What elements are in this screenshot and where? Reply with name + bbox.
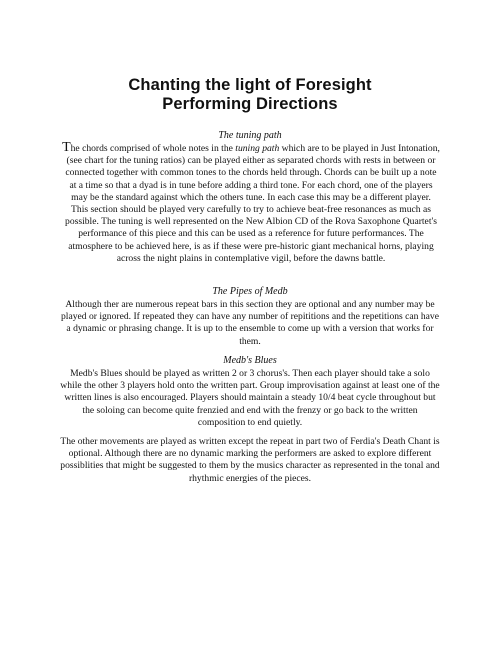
closing-paragraph: The other movements are played as written except the repeat in part two of Ferdia's Death Chant is optional. Although there are no dynamic marking the performers are asked to explore different possiblities that might be suggested to them by the musics character as represented in the tonal and rhythmic energies of the pieces. (60, 436, 440, 484)
section-body-medbs-blues: Medb's Blues should be played as written 2 or 3 chorus's. Then each player should take a solo while the other 3 players hold onto the written part. Group improvisation against at least one of the written lines is also encouraged. Players should maintain a steady 10/4 beat cycle throughout but the soloing can become quite frenzied and end with the frenzy or go back to the written composition to end quietly. (60, 368, 440, 428)
section-heading-pipes-of-medb: The Pipes of Medb (212, 286, 288, 297)
section-heading-medbs-blues: Medb's Blues (223, 355, 277, 366)
section-body-pipes-of-medb: Although ther are numerous repeat bars in this section they are optional and any number may be played or ignored. If repeated they can have any number of repititions and the repetitions can have a dynamic or phrasing change. It is up to the ensemble to come up with a version that works for them. (60, 299, 439, 347)
tuning-body-emphasis: tuning path (235, 143, 280, 154)
section-heading-tuning-path: The tuning path (218, 130, 282, 141)
document-title (0, 76, 500, 114)
drop-cap-letter: T (62, 140, 71, 155)
title-line-1: Chanting the light of Foresight (128, 76, 372, 94)
tuning-body-part-2: which are to be played in Just Intonation, (see chart for the tuning ratios) can be played either as separated chords with rests in between or connected together with common tones to the chords held through. Chords can be built up a note at a time so that a dyad is in tune before adding a third tone. For each chord, one of the players may be the standard against which the others tune. In each case this may be a different player. This section should be played very carefully to try to achieve beat-free resonances as much as possible. The tuning is well represented on the New Albion CD of the Rova Saxophone Quartet's performance of this piece and this can be used as a reference for future performances. The atmosphere to be achieved here, is as if these were pre-historic giant mechanical horns, playing across the night plains in contemplative vigil, before the dawns battle. (65, 143, 440, 264)
section-body-tuning-path (62, 140, 440, 265)
title-line-2: Performing Directions (162, 95, 338, 113)
tuning-body-part-1: he chords comprised of whole notes in the (70, 143, 236, 154)
